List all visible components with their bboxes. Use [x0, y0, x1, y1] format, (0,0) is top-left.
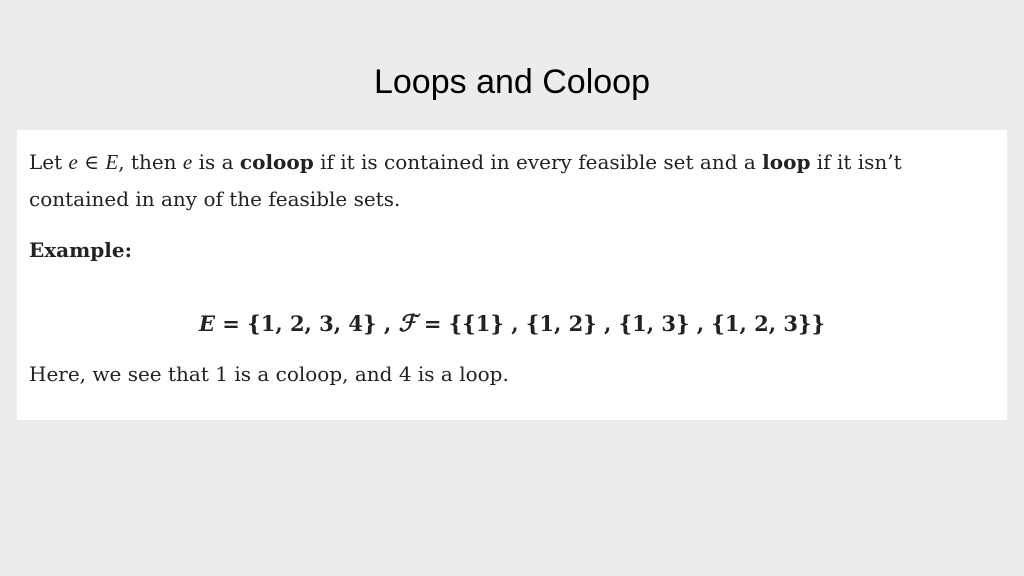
- definition-line2: contained in any of the feasible sets.: [29, 187, 401, 211]
- definition-is-a: is a: [198, 150, 234, 174]
- element-of-symbol: ∈: [84, 150, 100, 174]
- coloop-term: coloop: [239, 150, 314, 174]
- content-box: [17, 130, 1007, 420]
- equation-F: ℱ: [398, 311, 417, 336]
- math-e-second: e: [182, 150, 193, 174]
- definition-then: , then: [118, 150, 177, 174]
- equation-F-rhs: = {{1} , {1, 2} , {1, 3} , {1, 2, 3}}: [416, 311, 826, 336]
- example-heading: Example:: [29, 238, 132, 262]
- definition-let: Let: [29, 150, 63, 174]
- loop-term: loop: [762, 150, 811, 174]
- definition-end-line1: if it isn’t: [816, 150, 902, 174]
- math-E: E: [105, 150, 119, 174]
- definition-paragraph: [29, 144, 995, 218]
- equation-E-rhs: = {1, 2, 3, 4} ,: [214, 311, 399, 336]
- equation-E: E: [198, 311, 215, 336]
- definition-middle: if it is contained in every feasible set and a: [320, 150, 756, 174]
- math-e: e: [68, 150, 78, 174]
- example-equation: [29, 309, 995, 339]
- slide-title: Loops and Coloop: [373, 63, 650, 101]
- example-conclusion: Here, we see that 1 is a coloop, and 4 is a loop.: [29, 362, 509, 386]
